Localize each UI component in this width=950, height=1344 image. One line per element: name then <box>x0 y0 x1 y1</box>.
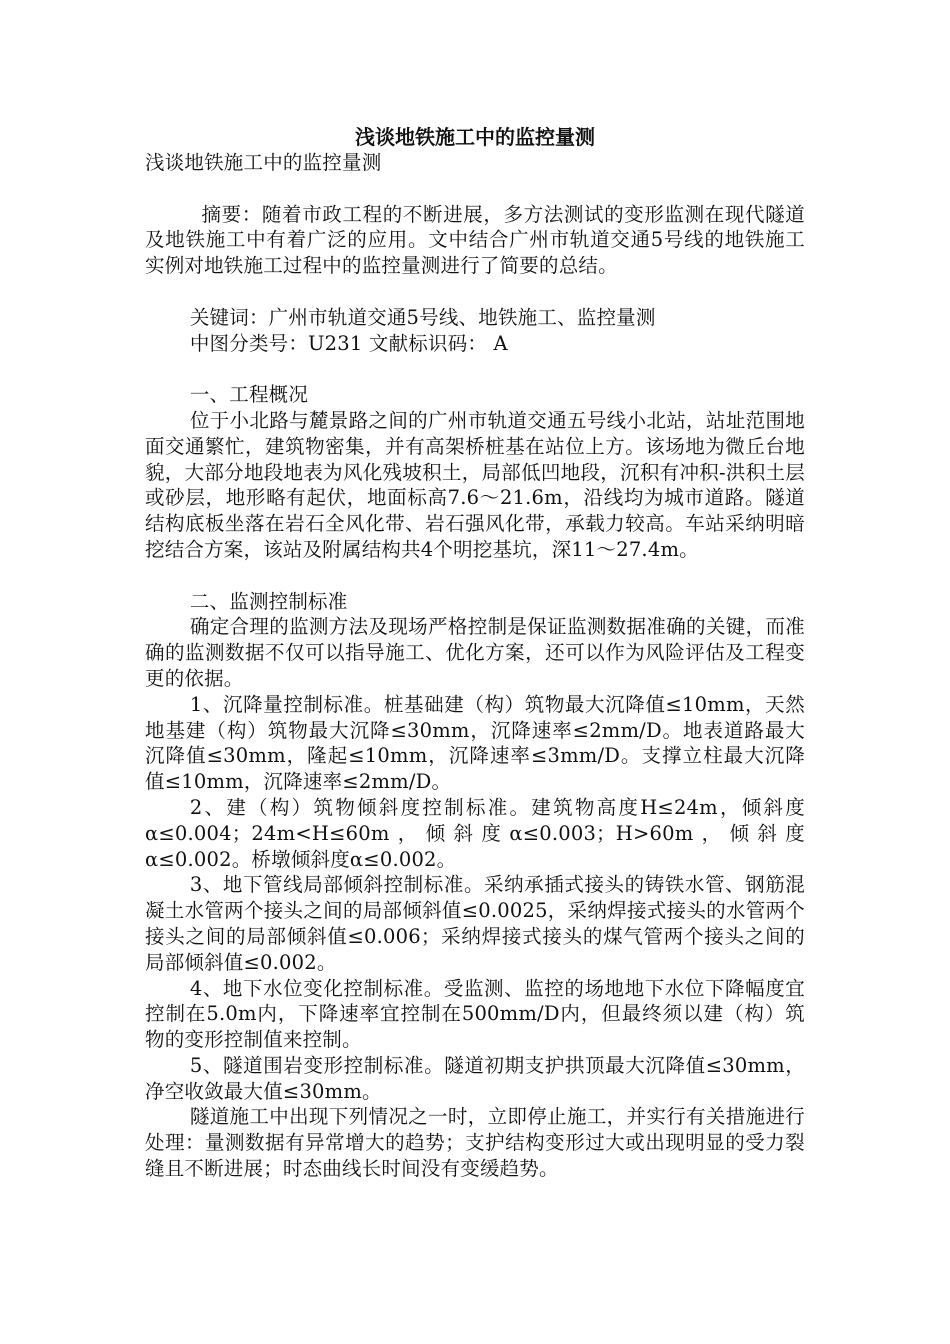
spacer <box>145 563 805 589</box>
body-paragraph: 隧道施工中出现下列情况之一时，立即停止施工，并实行有关措施进行处理：量测数据有异常增大的趋势；支护结构变形过大或出现明显的受力裂缝且不断进展；时态曲线长时间没有变缓趋势。 <box>145 1105 805 1181</box>
classification-line: 中图分类号：U231 文献标识码： A <box>189 331 508 355</box>
body-paragraph: 3、地下管线局部倾斜控制标准。采纳承插式接头的铸铁水管、钢筋混凝土水管两个接头之间的局部倾斜值≤0.0025，采纳焊接式接头的水管两个接头之间的局部倾斜值≤0.006；采纳焊接式接头的煤气管两个接头之间的局部倾斜值≤0.002。 <box>145 873 805 974</box>
spacer <box>145 279 805 305</box>
body-paragraph: 2、建（构）筑物倾斜度控制标准。建筑物高度H≤24m，倾斜度α≤0.004；24m<H≤60m，倾斜度α≤0.003；H>60m，倾斜度α≤0.002。桥墩倾斜度α≤0.002。 <box>145 795 805 871</box>
document-title: 浅谈地铁施工中的监控量测 <box>355 125 595 149</box>
document-subtitle: 浅谈地铁施工中的监控量测 <box>145 151 382 174</box>
body-paragraph: 5、隧道围岩变形控制标准。隧道初期支护拱顶最大沉降值≤30mm，净空收敛最大值≤30mm。 <box>145 1053 805 1103</box>
body-paragraph: 1、沉降量控制标准。桩基础建（构）筑物最大沉降值≤10mm，天然地基建（构）筑物最大沉降≤30mm，沉降速率≤2mm/D。地表道路最大沉降值≤30mm，隆起≤10mm，沉降速率≤3mm/D。支撑立柱最大沉降值≤10mm，沉降速率≤2mm/D。 <box>145 692 805 794</box>
document-body <box>145 150 805 1182</box>
section-heading-standards: 二、监测控制标准 <box>189 589 348 613</box>
keywords-line: 关键词：广州市轨道交通5号线、地铁施工、监控量测 <box>189 305 656 329</box>
abstract-paragraph: 摘要：随着市政工程的不断进展，多方法测试的变形监测在现代隧道及地铁施工中有着广泛的应用。文中结合广州市轨道交通5号线的地铁施工实例对地铁施工过程中的监控量测进行了简要的总结。 <box>145 202 805 278</box>
spacer <box>145 176 805 202</box>
section-heading-overview: 一、工程概况 <box>189 383 309 407</box>
body-paragraph: 位于小北路与麓景路之间的广州市轨道交通五号线小北站，站址范围地面交通繁忙，建筑物密集，并有高架桥桩基在站位上方。该场地为微丘台地貌，大部分地段地表为风化残坡积土，局部低凹地段，沉积有冲积-洪积土层或砂层，地形略有起伏，地面标高7.6～21.6m，沿线均为城市道路。隧道结构底板坐落在岩石全风化带、岩石强风化带，承载力较高。车站采纳明暗挖结合方案，该站及附属结构共4个明挖基坑，深11～27.4m。 <box>145 408 805 561</box>
body-paragraph: 确定合理的监测方法及现场严格控制是保证监测数据准确的关键，而准确的监测数据不仅可以指导施工、优化方案，还可以作为风险评估及工程变更的依据。 <box>145 615 805 690</box>
spacer <box>145 356 805 382</box>
body-paragraph: 4、地下水位变化控制标准。受监测、监控的场地地下水位下降幅度宜控制在5.0m内，下降速率宜控制在500mm/D内，但最终须以建（构）筑物的变形控制值来控制。 <box>145 976 805 1052</box>
